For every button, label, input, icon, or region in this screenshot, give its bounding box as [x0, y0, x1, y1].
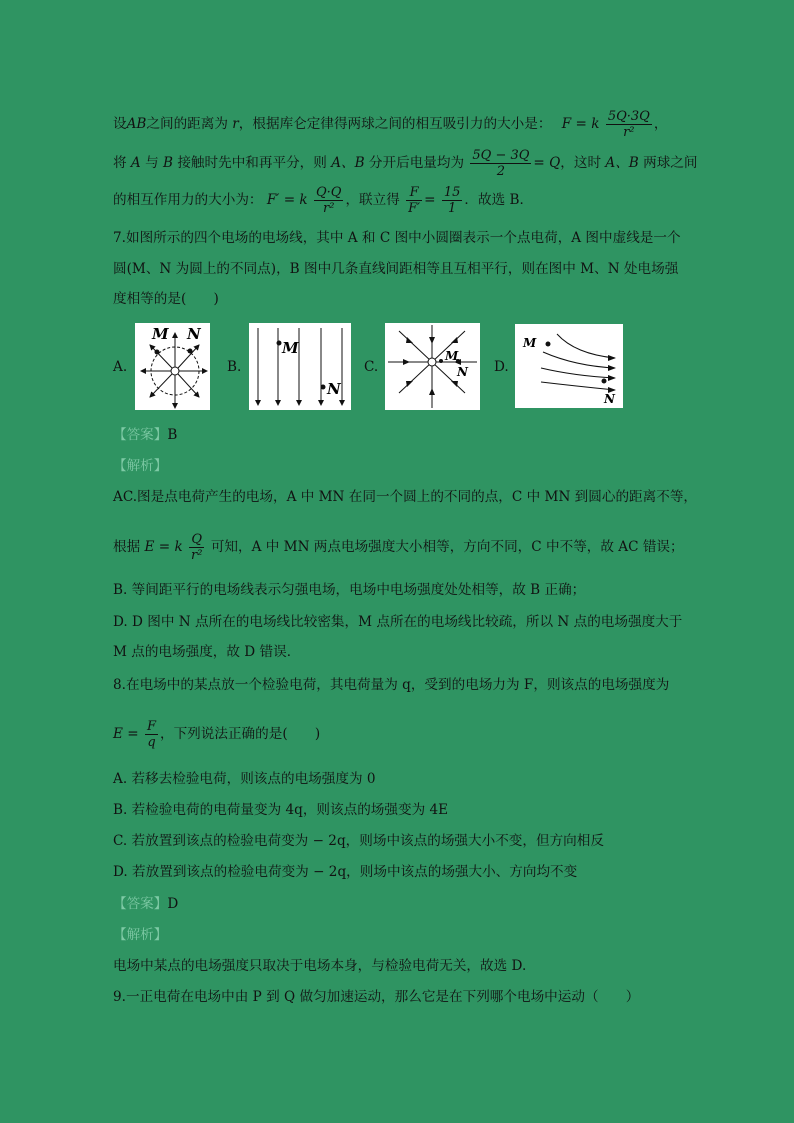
solution6-line2: 将 A 与 B 接触时先中和再平分，则 A、B 分开后电量均为 $\frac{5Q - 3Q}{2}$ = Q，这时 A、B 两球之间: [113, 148, 698, 179]
point-m-label: M: [152, 325, 169, 343]
figure-b: [249, 323, 351, 410]
formula-fraction: $\frac{F}{F'}$: [408, 185, 421, 216]
answer-tag: 【答案】: [113, 896, 168, 912]
q8-option-d: D. 若放置到该点的检验电荷变为 − 2q，则场中该点的场强大小、方向均不变: [113, 864, 578, 880]
q7-line3: 度相等的是( ): [113, 291, 219, 307]
q8-option-c: C. 若放置到该点的检验电荷变为 − 2q，则场中该点的场强大小不变，但方向相反: [113, 833, 604, 849]
q9-line1: 9.一正电荷在电场中由 P 到 Q 做匀加速运动，那么它是在下列哪个电场中运动（ ）: [113, 989, 640, 1005]
point-n-label: N: [604, 392, 615, 406]
q7-analysis-tag: 【解析】: [113, 458, 168, 474]
formula-fraction: $\frac{5Q - 3Q}{2}$: [472, 148, 530, 179]
formula-fraction: $\frac{Q\cdot Q}{\text{r²}}$: [315, 185, 342, 216]
q8-explanation: 电场中某点的电场强度只取决于电场本身，与检验电荷无关，故选 D.: [113, 958, 527, 974]
solution6-line1: 设AB之间的距离为 r，根据库仑定律得两球之间的相互吸引力的大小是： F = k $\frac{5Q\cdot 3Q}{\text{r²}}$ ，: [113, 109, 668, 140]
point-m-label: M: [282, 339, 299, 357]
formula-fraction: $\frac{15}{1}$: [443, 185, 461, 216]
q7-explanation-line2: 根据 E = k $\frac{Q}{\text{r²}}$ 可知，A 中 MN 两点电场强度大小相等，方向不同，C 中不等，故 AC 错误；: [113, 532, 684, 563]
q7-explanation-line3: B. 等间距平行的电场线表示匀强电场，电场中电场强度处处相等，故 B 正确；: [113, 582, 586, 598]
q7-answer: [113, 426, 177, 444]
option-c-label: C.: [364, 359, 379, 375]
q8-option-b: B. 若检验电荷的电荷量变为 4q，则该点的场强变为 4E: [113, 802, 449, 818]
q7-explanation-line4: D. D 图中 N 点所在的电场线比较密集，M 点所在的电场线比较疏，所以 N 点的电场强度大于: [113, 614, 683, 630]
point-n-label: N: [187, 325, 201, 343]
q8-line2: E = $\frac{F}{q}$ ，下列说法正确的是( ): [113, 719, 321, 750]
q7-explanation-line1: AC.图是点电荷产生的电场，A 中 MN 在同一个圆上的不同的点，C 中 MN 到圆心的距离不等，: [113, 489, 698, 505]
q8-line1: 8.在电场中的某点放一个检验电荷，其电荷量为 q，受到的电场力为 F，则该点的电场强度为: [113, 677, 670, 693]
formula-fraction: $\frac{F}{q}$: [146, 719, 156, 750]
option-d-label: D.: [494, 359, 509, 375]
answer-tag: 【答案】: [113, 427, 168, 443]
figure-d: [515, 324, 623, 408]
figure-a: [135, 323, 210, 410]
option-b-label: B.: [227, 359, 242, 375]
q7-line1: 7.如图所示的四个电场的电场线，其中 A 和 C 图中小圆圈表示一个点电荷，A 图中虚线是一个: [113, 230, 681, 246]
answer-value: D: [167, 896, 179, 912]
formula-fraction: $\frac{5Q\cdot 3Q}{\text{r²}}$: [607, 109, 650, 140]
q8-analysis-tag: 【解析】: [113, 927, 168, 943]
q7-explanation-line5: M 点的电场强度，故 D 错误．: [113, 644, 301, 660]
point-n-label: N: [457, 365, 468, 379]
formula-fraction: $\frac{Q}{\text{r²}}$: [191, 532, 203, 563]
point-n-label: N: [327, 380, 341, 398]
figure-c: [385, 323, 480, 410]
q8-option-a: A. 若移去检验电荷，则该点的电场强度为 0: [113, 771, 376, 787]
option-a-label: A.: [113, 359, 128, 375]
answer-value: B: [167, 427, 178, 443]
solution6-line3: 的相互作用力的大小为： F′ = k $\frac{Q\cdot Q}{\text{r²}}$ ，联立得 $\frac{F}{F'}$ = $\frac{15}{1}$ ．故选 B．: [113, 185, 534, 216]
q7-line2: 圆(M、N 为圆上的不同点)，B 图中几条直线间距相等且互相平行，则在图中 M、N 处电场强: [113, 261, 679, 277]
point-m-label: M: [523, 336, 537, 350]
point-m-label: M: [445, 349, 459, 363]
q8-answer: [113, 895, 178, 913]
